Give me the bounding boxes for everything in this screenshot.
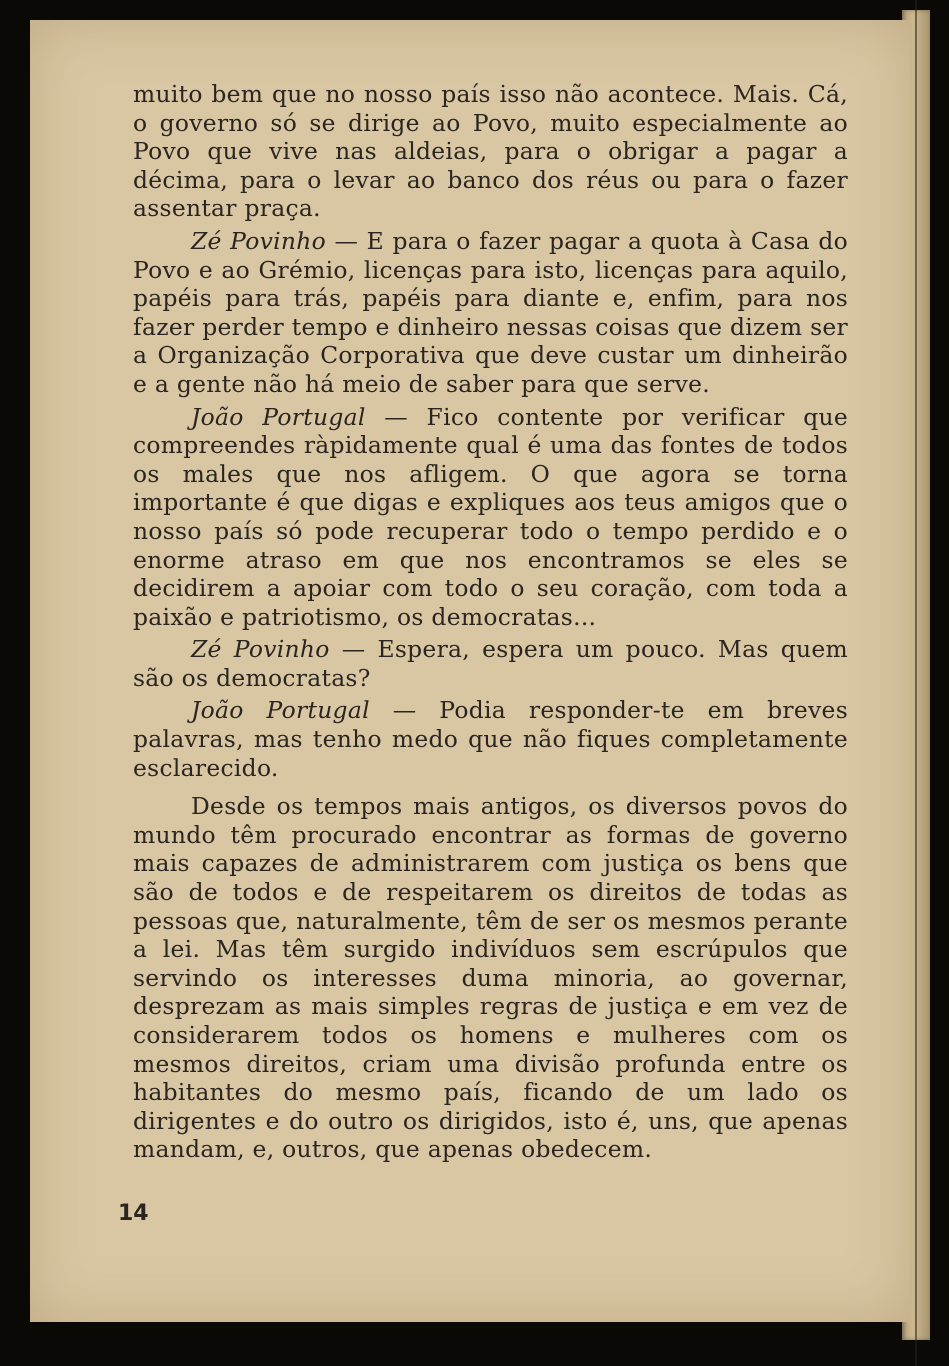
dialogue-text: — E para o fazer pagar a quota à Casa do Povo e ao Grémio, licenças para isto, licenças para aquilo, papéis para trás, papéis para diante e, enfim, para nos fazer perder tempo e dinheiro nessas coisas que dizem ser a Organização Corporativa que deve custar um dinheirão e a gente não há meio de saber para que serve. <box>133 226 848 398</box>
dialogue-joao-portugal-2 <box>133 696 848 782</box>
body-text <box>133 80 848 1164</box>
dialogue-ze-povinho-1 <box>133 227 848 399</box>
page-number: 14 <box>118 1201 149 1226</box>
dialogue-text: — Podia responder-te em breves palavras, mas tenho medo que não fiques completamente esclarecido. <box>133 696 848 782</box>
paragraph-text: Desde os tempos mais antigos, os diversos povos do mundo têm procurado encontrar as formas de governo mais capazes de administrarem com justiça os bens que são de todos e de respeitarem os direitos de todas as pessoas que, naturalmente, têm de ser os mesmos perante a lei. Mas têm surgido indivíduos sem escrúpulos que servindo os interesses duma minoria, ao governar, desprezam as mais simples regras de justiça e em vez de considerarem todos os homens e mulheres com os mesmos direitos, criam uma divisão profunda entre os habitantes do mesmo país, ficando de um lado os dirigentes e do outro os dirigidos, isto é, uns, que apenas mandam, e, outros, que apenas obedecem. <box>133 792 848 1164</box>
speaker-name: João Portugal <box>191 402 366 431</box>
dialogue-text: — Fico contente por verificar que compreendes ràpidamente qual é uma das fontes de todos os males que nos afligem. O que agora se torna importante é que digas e expliques aos teus amigos que o nosso país só pode recuperar todo o tempo perdido e o enorme atraso em que nos encontramos se eles se decidirem a apoiar com todo o seu coração, com toda a paixão e patriotismo, os democratas... <box>133 402 848 631</box>
dialogue-text: — Espera, espera um pouco. Mas quem são os democratas? <box>133 635 849 692</box>
page-gutter-line <box>915 0 917 1366</box>
dialogue-joao-portugal-1 <box>133 403 848 632</box>
paragraph-continuation <box>133 80 848 223</box>
speaker-name: João Portugal <box>191 696 370 725</box>
dialogue-ze-povinho-2 <box>133 635 848 692</box>
speaker-name: Zé Povinho <box>191 635 330 664</box>
paragraph-text: muito bem que no nosso país isso não acontece. Mais. Cá, o governo só se dirige ao Povo, muito especialmente ao Povo que vive nas aldeias, para o obrigar a pagar a décima, para o levar ao banco dos réus ou para o fazer assentar praça. <box>133 80 848 223</box>
narrative-paragraph <box>133 792 848 1164</box>
speaker-name: Zé Povinho <box>191 226 327 255</box>
